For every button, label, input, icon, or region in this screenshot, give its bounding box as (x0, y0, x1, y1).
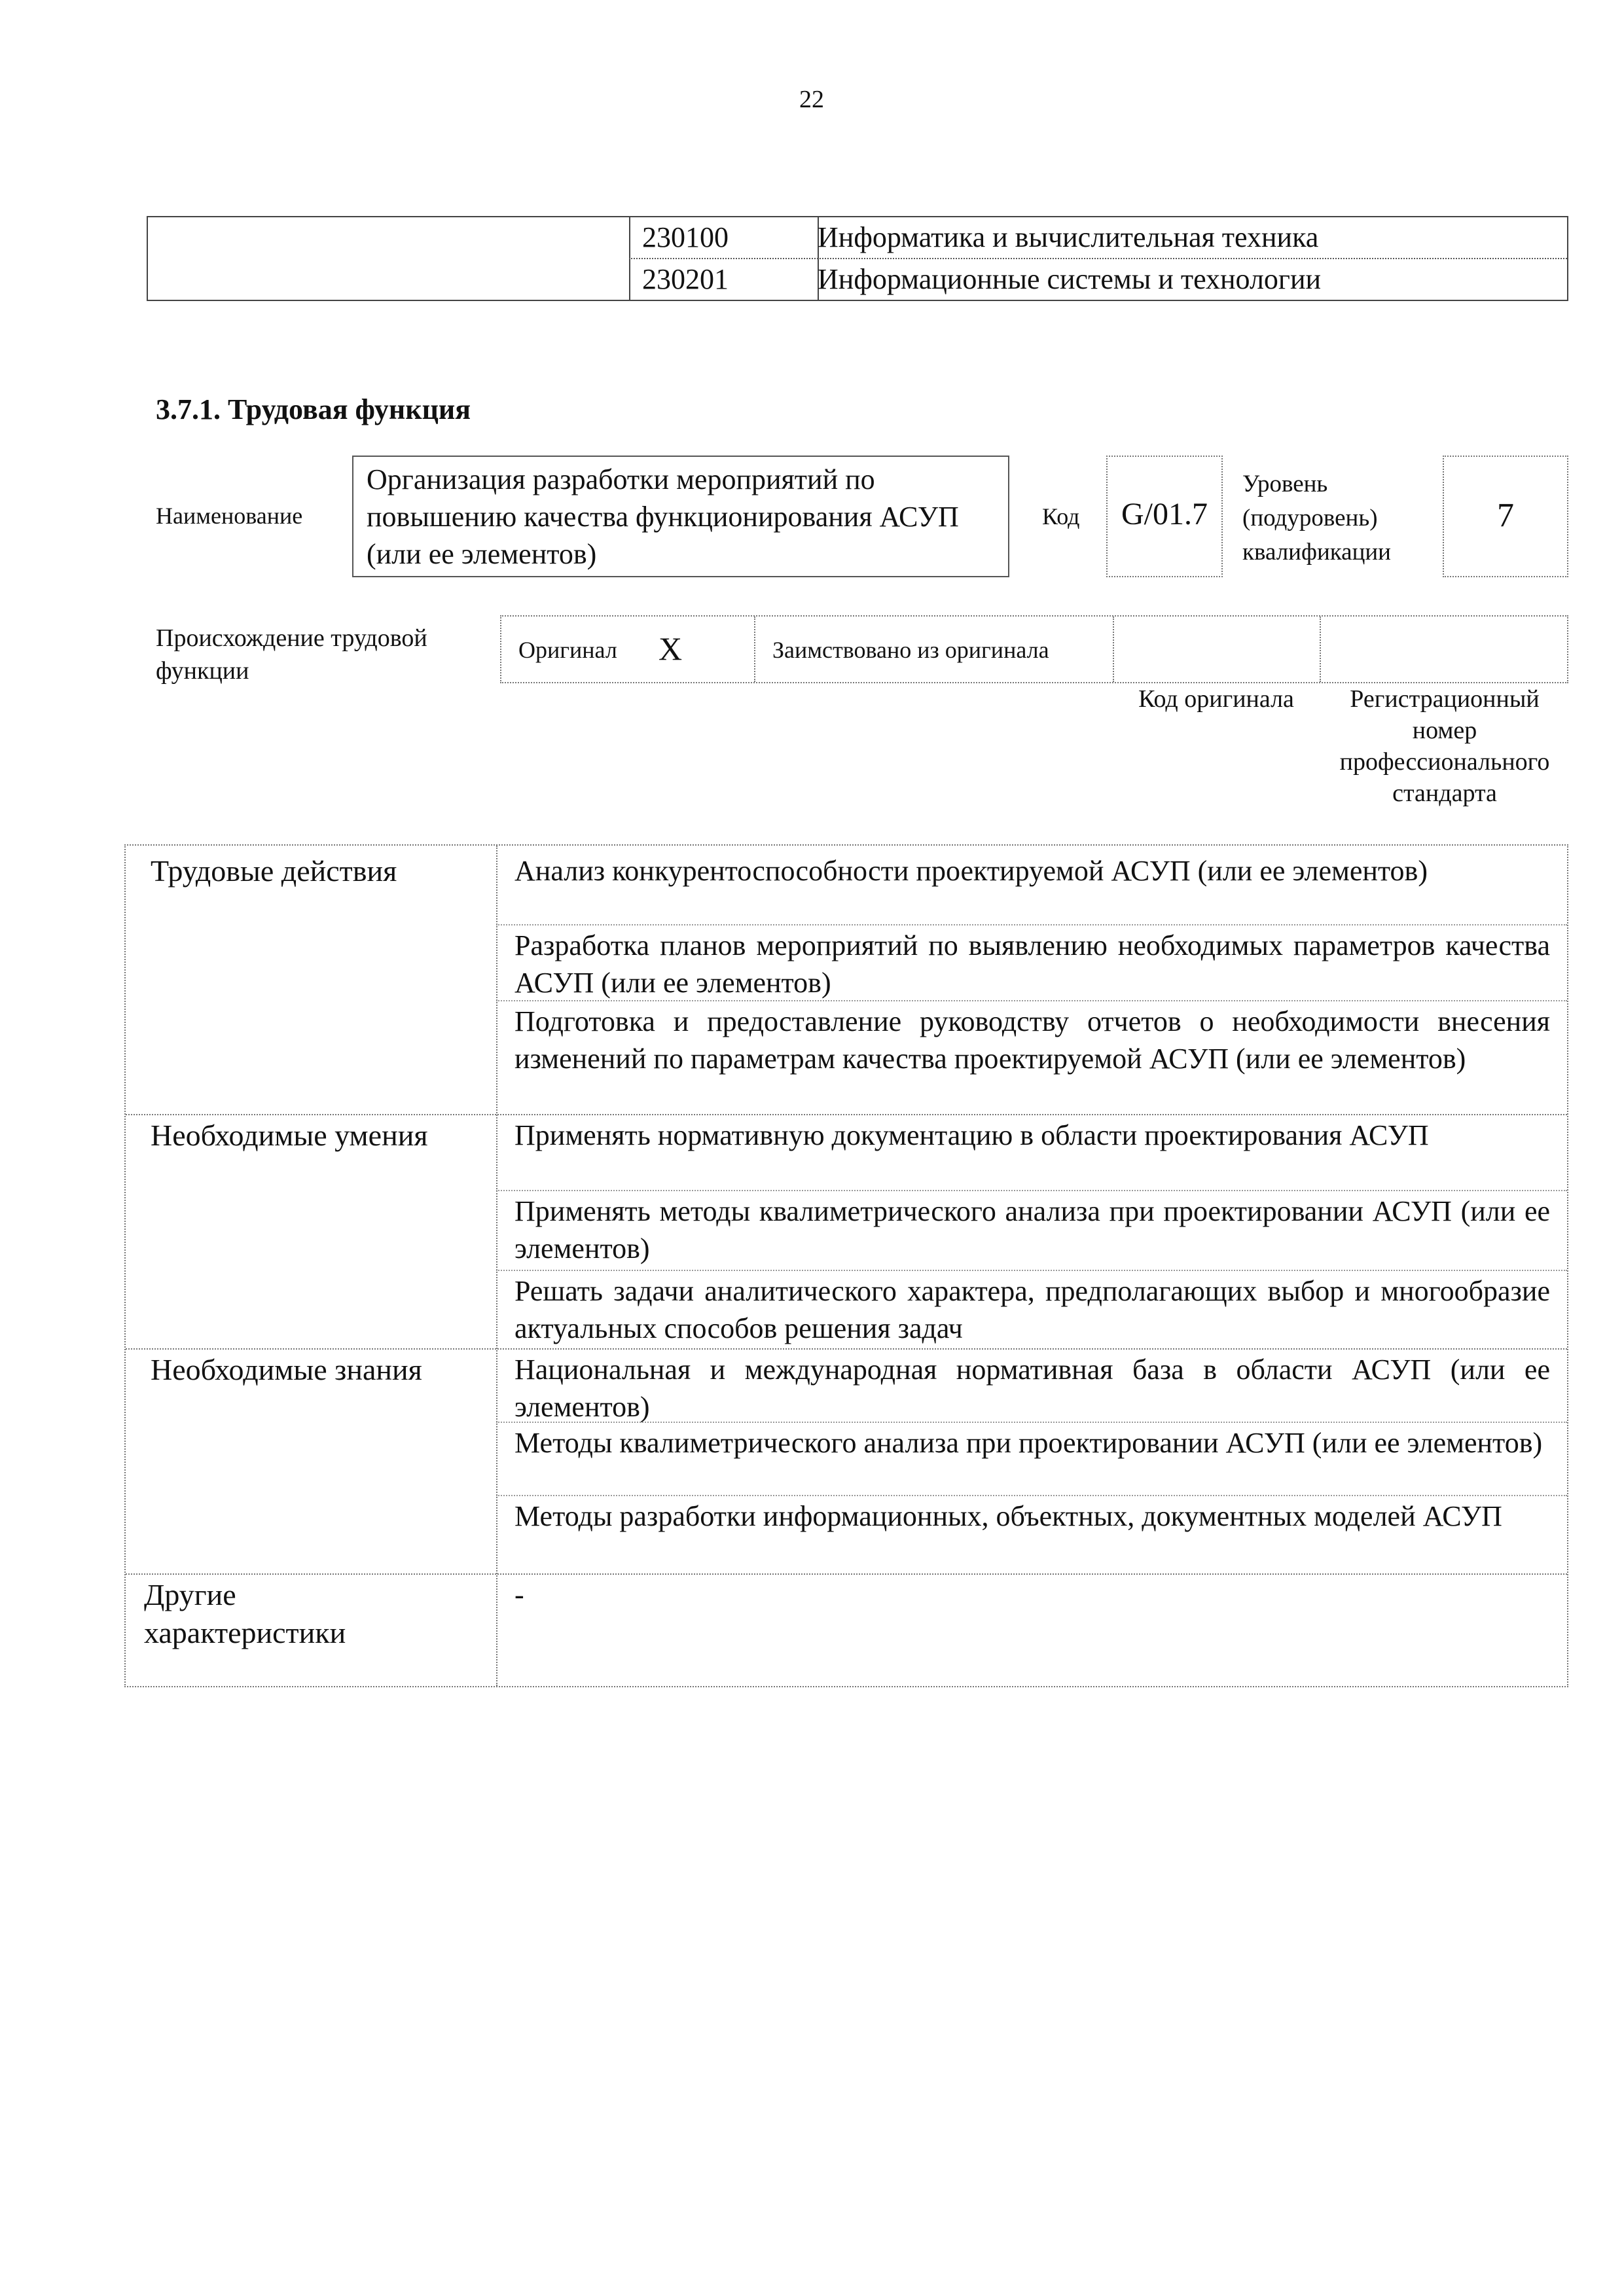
category-label: Необходимые умения (151, 1119, 428, 1152)
name-label: Наименование (156, 503, 303, 529)
table-row-item: - (514, 1579, 524, 1611)
category-label: Другие характеристики (144, 1578, 346, 1649)
specialty-code: 230201 (642, 263, 729, 295)
category-label: Необходимые знания (151, 1353, 422, 1386)
specialty-name: Информатика и вычислительная техника (818, 221, 1319, 253)
level-label: Уровень (подуровень) квалификации (1242, 471, 1391, 565)
function-name: Организация разработки мероприятий по повышению качества функционирования АСУП (или ее элементов) (367, 463, 959, 570)
table-row-item: Национальная и международная нормативная база в области АСУП (или ее элементов) (514, 1354, 1550, 1423)
table-row-item: Методы разработки информационных, объектных, документных моделей АСУП (514, 1500, 1502, 1532)
reg-number-label: Регистрационный номер профессионального стандарта (1339, 685, 1550, 807)
level-value: 7 (1497, 497, 1514, 534)
table-row-item: Разработка планов мероприятий по выявлению необходимых параметров качества АСУП (или ее элементов) (514, 929, 1550, 999)
specialty-row (629, 259, 1567, 300)
original-mark: X (659, 630, 683, 667)
specialty-name: Информационные системы и технологии (818, 263, 1322, 295)
specialties-table (147, 216, 1568, 301)
category-label: Трудовые действия (151, 854, 397, 888)
specialty-row (629, 217, 1567, 258)
function-name-box (352, 456, 1009, 577)
level-box (1443, 456, 1568, 577)
page-number: 22 (799, 86, 824, 113)
borrowed-label: Заимствовано из оригинала (772, 637, 1049, 663)
section-title: 3.7.1. Трудовая функция (156, 393, 471, 425)
table-row-item: Применять нормативную документацию в области проектирования АСУП (514, 1119, 1429, 1151)
origin-table (500, 615, 1568, 683)
specialty-code: 230100 (642, 221, 729, 253)
table-row-item: Применять методы квалиметрического анализа при проектировании АСУП (или ее элементов) (514, 1195, 1550, 1265)
table-row-item: Методы квалиметрического анализа при проектировании АСУП (или ее элементов) (514, 1427, 1543, 1459)
table-row-item: Решать задачи аналитического характера, предполагающих выбор и многообразие актуальных способов решения задач (514, 1275, 1550, 1344)
table-row-item: Подготовка и предоставление руководству отчетов о необходимости внесения изменений по параметрам качества проектируемой АСУП (или ее элементов) (514, 1005, 1550, 1075)
code-label: Код (1042, 503, 1080, 529)
original-label: Оригинал (518, 637, 617, 663)
code-original-label: Код оригинала (1138, 685, 1294, 713)
origin-label: Происхождение трудовой функции (156, 624, 427, 685)
competency-table (124, 844, 1568, 1687)
function-code: G/01.7 (1121, 497, 1208, 531)
function-code-box (1106, 456, 1223, 577)
table-row-item: Анализ конкурентоспособности проектируемой АСУП (или ее элементов) (514, 855, 1428, 887)
